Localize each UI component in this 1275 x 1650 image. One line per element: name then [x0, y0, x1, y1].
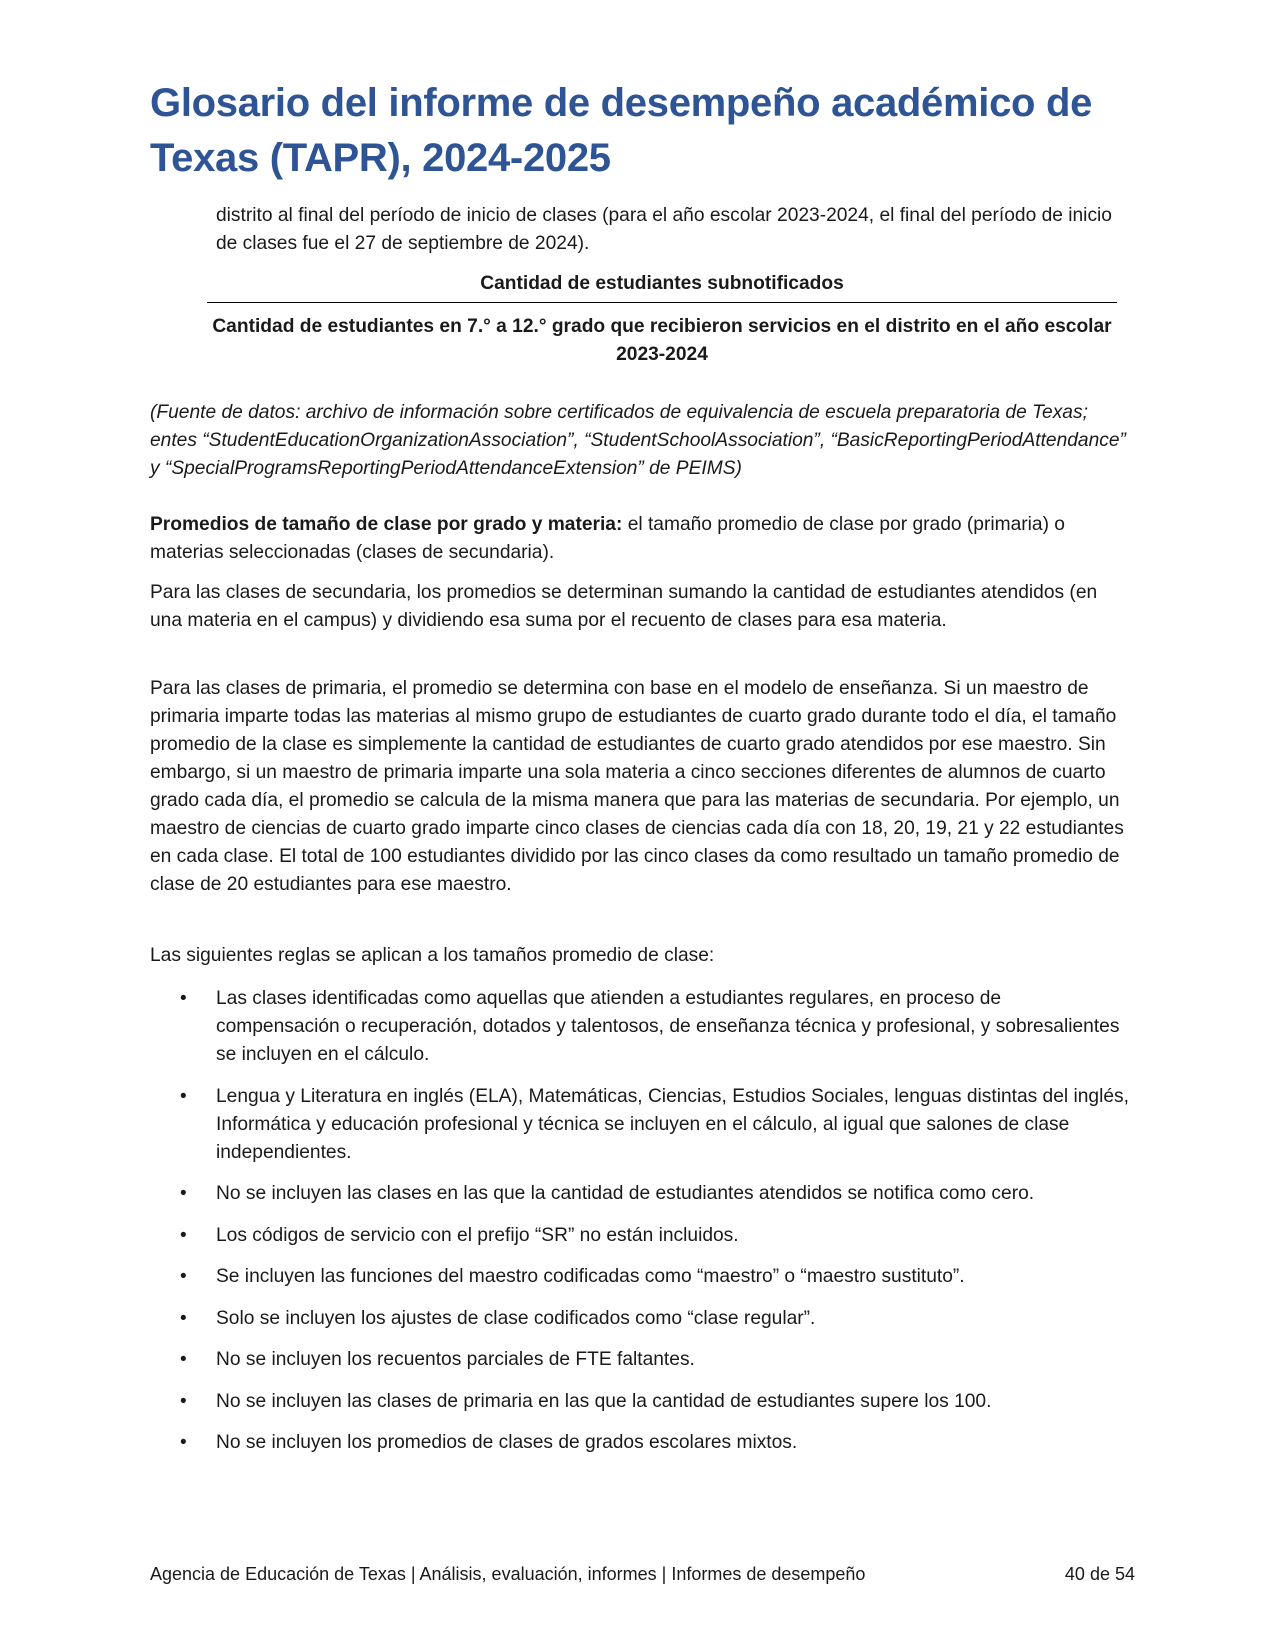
data-source-note: (Fuente de datos: archivo de información sobre certificados de equivalencia de escuela preparatoria de Texas; entes “StudentEducationOrganizationAssociation”, “StudentSchoolAssociation”, “BasicReportingPeriodAttendance” y “SpecialProgramsReportingPeriodAttendanceExtension” de PEIMS) [150, 402, 1126, 479]
bullet-icon: • [180, 1307, 187, 1329]
list-item: • Solo se incluyen los ajustes de clase codificados como “clase regular”. [150, 1305, 1130, 1333]
bullet-icon: • [180, 1183, 187, 1204]
term-name: Promedios de tamaño de clase por grado y materia: [150, 514, 623, 535]
bullet-icon: • [180, 1085, 187, 1107]
list-item: • No se incluyen las clases en las que la cantidad de estudiantes atendidos se notifica como cero. [150, 1180, 1130, 1208]
title-line-2: Texas (TAPR), 2024-2025 [150, 136, 611, 180]
title-line-1: Glosario del informe de desempeño académico de [150, 81, 1093, 125]
list-item: • Se incluyen las funciones del maestro codificadas como “maestro” o “maestro sustituto”. [150, 1263, 1130, 1291]
bullet-icon: • [180, 988, 187, 1009]
list-item: • No se incluyen los recuentos parciales de FTE faltantes. [150, 1346, 1130, 1374]
paragraph-rules-intro: Las siguientes reglas se aplican a los tamaños promedio de clase: [150, 945, 715, 966]
bullet-icon: • [180, 1390, 187, 1412]
term-definition [150, 511, 1130, 567]
formula-numerator: Cantidad de estudiantes subnotificados [480, 273, 844, 294]
bullet-icon: • [180, 1432, 187, 1453]
term-description: el tamaño promedio de clase por grado (primaria) o materias seleccionadas (clases de secundaria). [150, 514, 1065, 563]
list-item: • Los códigos de servicio con el prefijo “SR” no están incluidos. [150, 1222, 1130, 1250]
bullet-icon: • [180, 1224, 187, 1246]
formula-denominator: Cantidad de estudiantes en 7.° a 12.° grado que recibieron servicios en el distrito en el año escolar 2023-2024 [212, 316, 1112, 365]
list-item: • Lengua y Literatura en inglés (ELA), Matemáticas, Ciencias, Estudios Sociales, lenguas distintas del inglés, Informática y educación profesional y técnica se incluyen en el cálculo, al igual que salones de clase independientes. [150, 1083, 1130, 1167]
continued-paragraph: distrito al final del período de inicio de clases (para el año escolar 2023-2024, el final del período de inicio de clases fue el 27 de septiembre de 2024). [216, 205, 1112, 254]
bullet-icon: • [180, 1349, 187, 1370]
list-item: • No se incluyen las clases de primaria en las que la cantidad de estudiantes supere los 100. [150, 1388, 1130, 1416]
footer-text: Agencia de Educación de Texas | Análisis, evaluación, informes | Informes de desempeño [150, 1564, 866, 1584]
fraction-bar [207, 302, 1117, 303]
paragraph-secondary: Para las clases de secundaria, los promedios se determinan sumando la cantidad de estudiantes atendidos (en una materia en el campus) y dividiendo esa suma por el recuento de clases para esa materia. [150, 582, 1098, 631]
list-item: • Las clases identificadas como aquellas que atienden a estudiantes regulares, en proceso de compensación o recuperación, dotados y talentosos, de enseñanza técnica y profesional, y sobresalientes se incluyen en el cálculo. [150, 985, 1130, 1069]
page-number: 40 de 54 [1064, 1564, 1135, 1584]
page-title [150, 76, 1150, 186]
list-item: • No se incluyen los promedios de clases de grados escolares mixtos. [150, 1429, 1130, 1457]
paragraph-primary: Para las clases de primaria, el promedio se determina con base en el modelo de enseñanza. Si un maestro de primaria imparte todas las materias al mismo grupo de estudiantes de cuarto grado durante todo el día, el tamaño promedio de la clase es simplemente la cantidad de estudiantes de cuarto grado atendidos por ese maestro. Sin embargo, si un maestro de primaria imparte una sola materia a cinco secciones diferentes de alumnos de cuarto grado cada día, el promedio se calcula de la misma manera que para las materias de secundaria. Por ejemplo, un maestro de ciencias de cuarto grado imparte cinco clases de ciencias cada día con 18, 20, 19, 21 y 22 estudiantes en cada clase. El total de 100 estudiantes dividido por las cinco clases da como resultado un tamaño promedio de clase de 20 estudiantes para ese maestro. [150, 678, 1124, 895]
rules-list [150, 985, 1130, 1471]
bullet-icon: • [180, 1266, 187, 1287]
